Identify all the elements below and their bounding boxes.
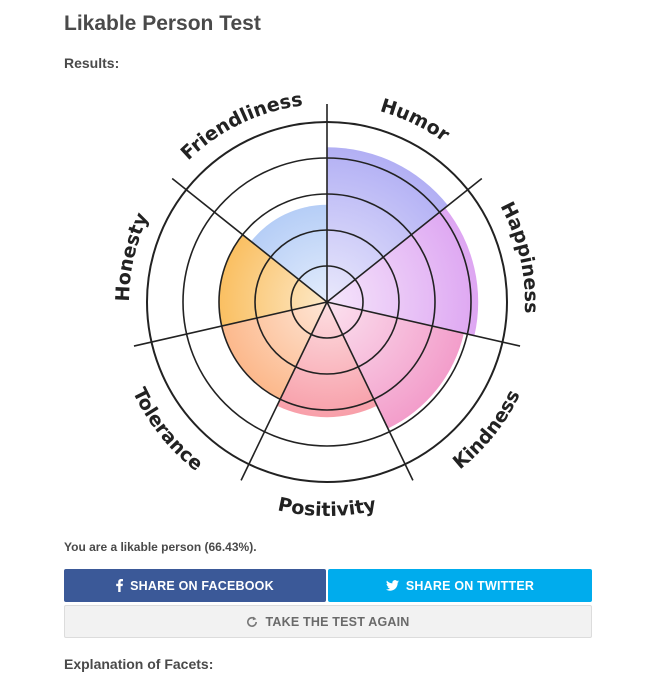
retake-test-label: TAKE THE TEST AGAIN (265, 614, 410, 629)
share-facebook-button[interactable] (64, 569, 326, 602)
facebook-icon (116, 579, 123, 592)
twitter-bird-icon (386, 580, 399, 591)
explanation-heading: Explanation of Facets: (64, 656, 214, 672)
facet-label-humor: Humor (377, 94, 454, 147)
facet-label-kindness: Kindness (448, 386, 525, 474)
refresh-icon (246, 616, 258, 628)
result-summary: You are a likable person (66.43%). (64, 540, 257, 554)
results-label: Results: (64, 55, 120, 71)
facet-label-tolerance: Tolerance (128, 384, 208, 476)
page-title: Likable Person Test (64, 12, 261, 35)
facet-label-happiness: Happiness (495, 198, 543, 314)
facet-label-positivity: Positivity (276, 493, 379, 520)
share-facebook-label: SHARE ON FACEBOOK (130, 578, 274, 593)
facet-chart (0, 80, 652, 520)
facet-label-honesty: Honesty (111, 209, 153, 302)
facet-polar-chart (0, 80, 652, 520)
share-twitter-label: SHARE ON TWITTER (405, 578, 535, 593)
facet-label-friendliness: Friendliness (176, 88, 304, 165)
share-twitter-button[interactable] (328, 569, 592, 602)
retake-test-button[interactable] (64, 605, 592, 638)
